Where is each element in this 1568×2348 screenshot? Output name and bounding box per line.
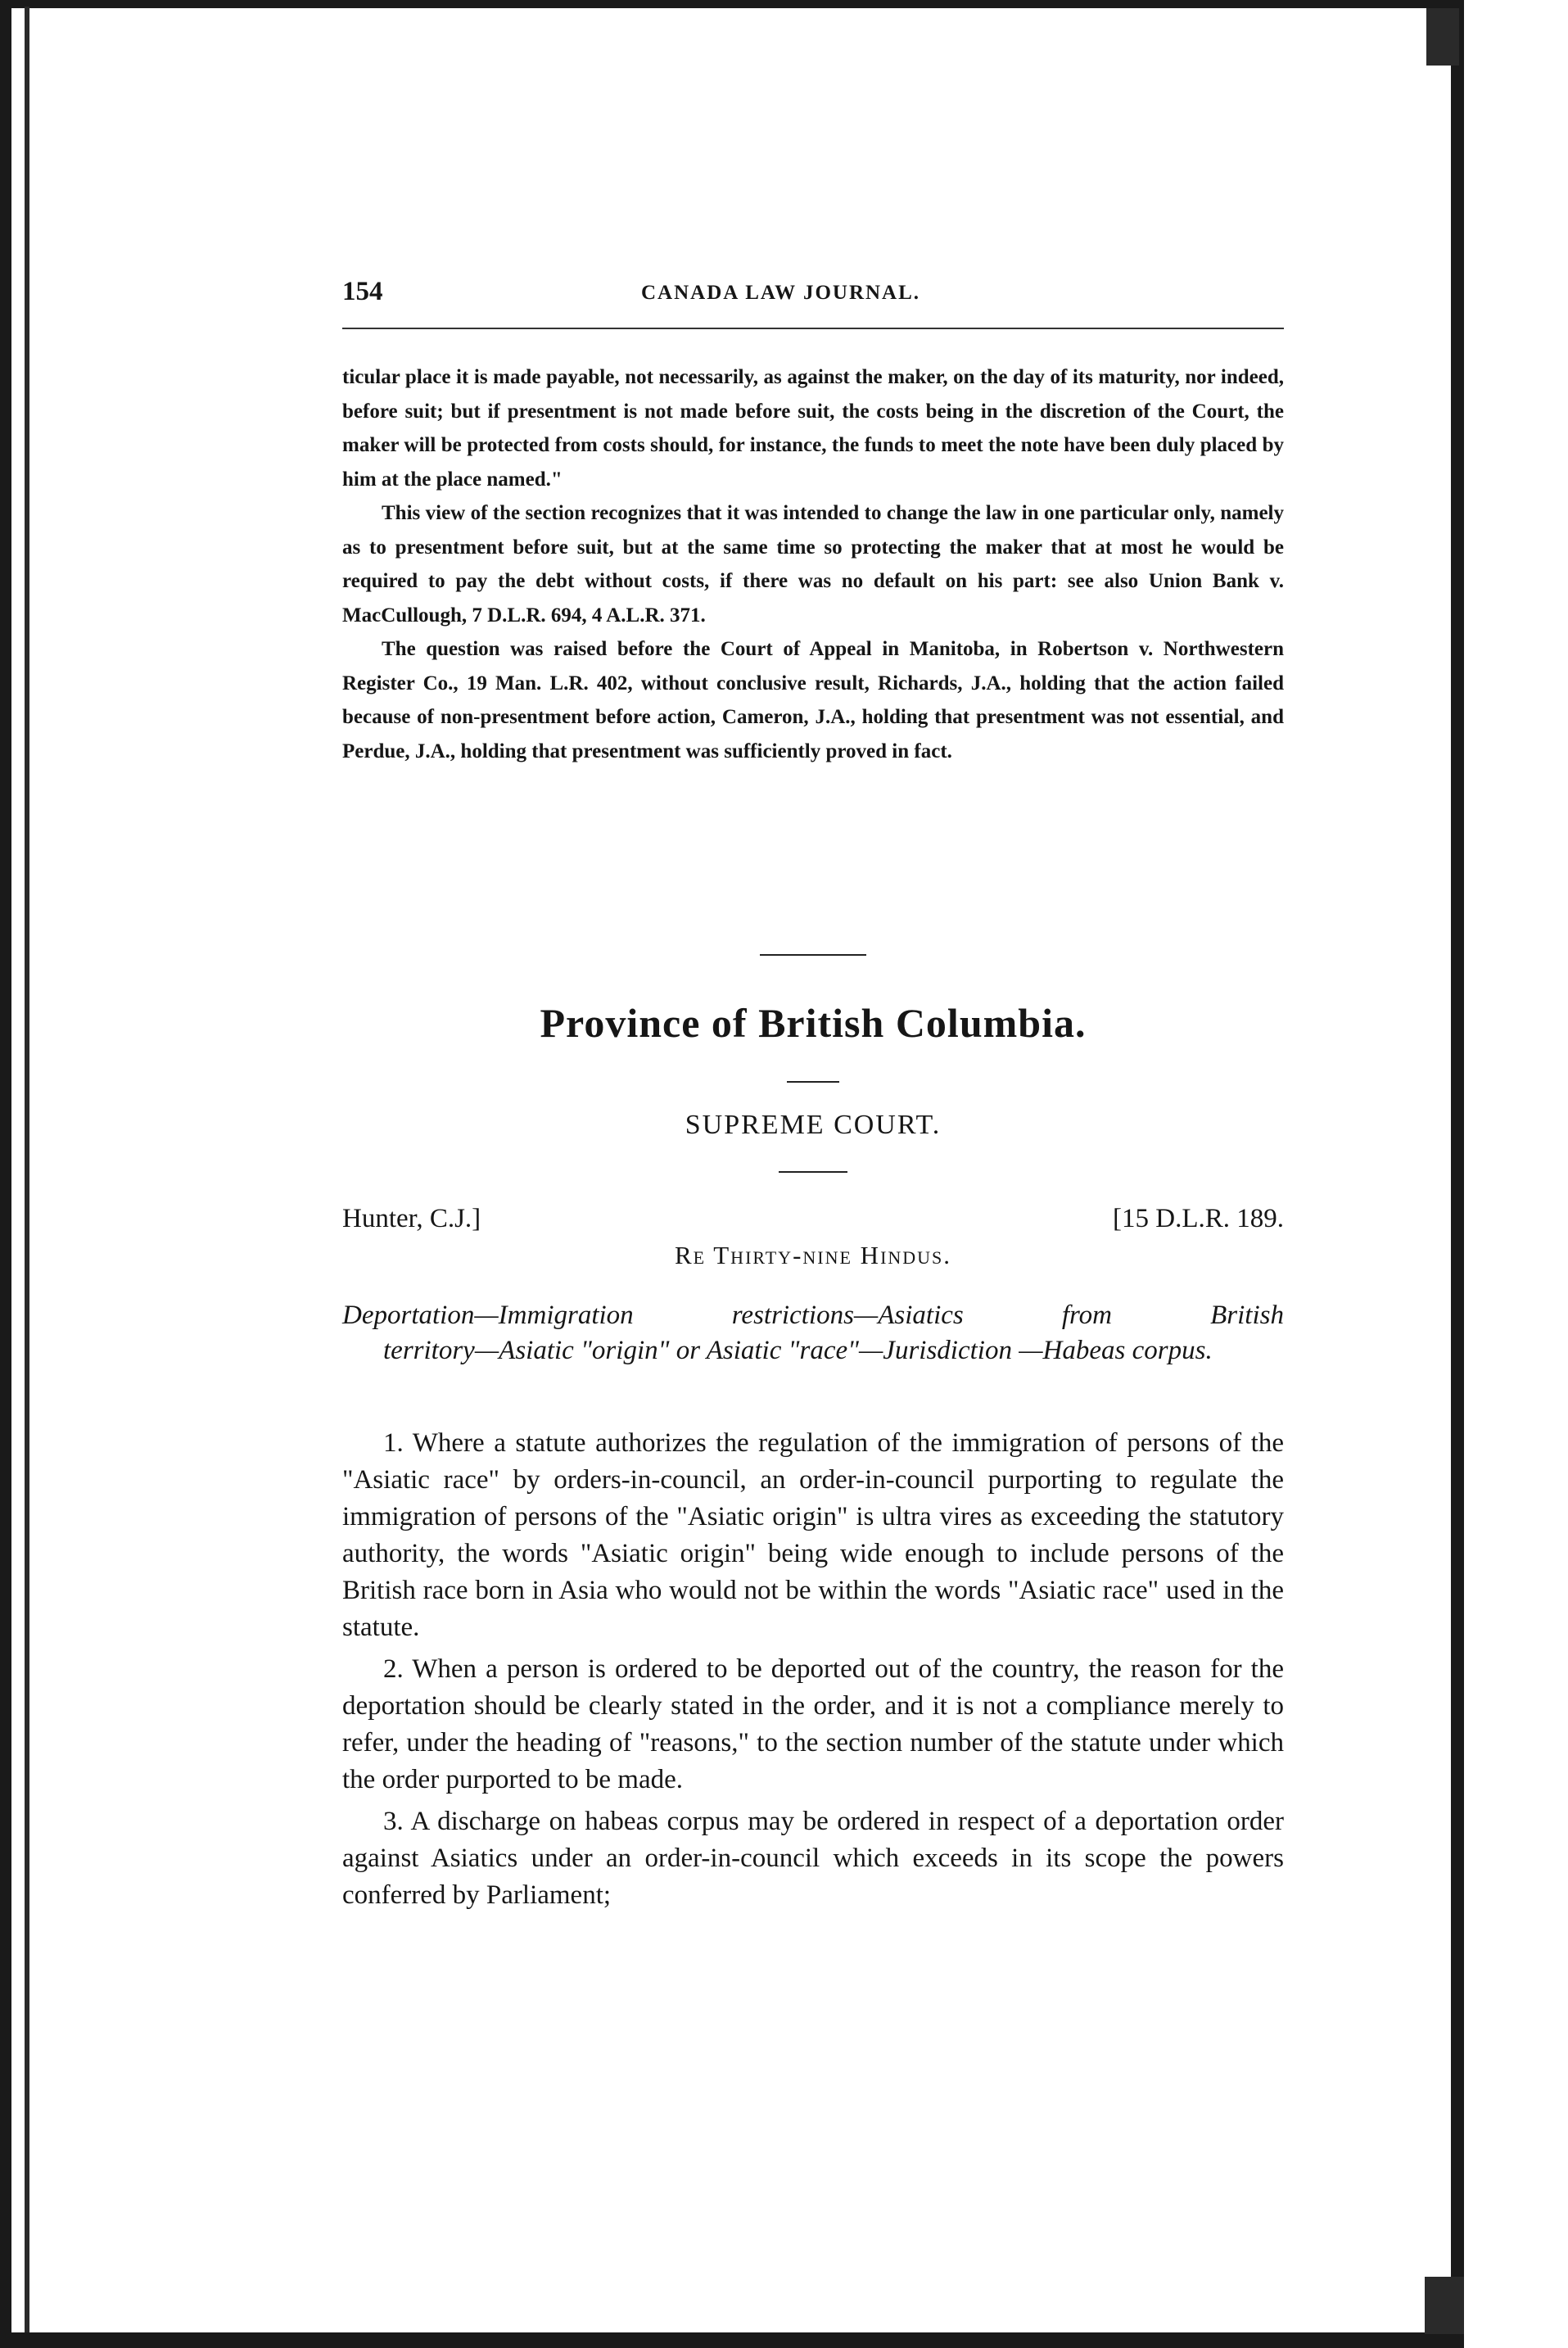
judge: Hunter, C.J.] (342, 1204, 481, 1233)
page-number: 154 (342, 277, 383, 306)
case-name: Re Thirty-nine Hindus. (674, 1241, 952, 1269)
page (342, 270, 1284, 1910)
court-title: SUPREME COURT. (685, 1110, 942, 1140)
continued-paragraph: The question was raised before the Court of Appeal in Manitoba, in Robertson v. Northwestern Register Co., 19 Man. L.R. 402, without conclusive result, Richards, J.A., holding that the action failed because of non-presentment before action, Cameron, J.A., holding that presentment was not essential, and Perdue, J.A., holding that presentment was sufficiently proved in fact. (342, 638, 1284, 762)
continued-paragraph: ticular place it is made payable, not necessarily, as against the maker, on the day of its maturity, nor indeed, before suit; but if presentment is not made before suit, the costs being in the discretion of the Court, the maker will be protected from costs should, for instance, the funds to meet the note have been duly placed by him at the place named." (342, 366, 1284, 491)
section-divider-short (787, 1081, 839, 1083)
headnote: 3. A discharge on habeas corpus may be ordered in respect of a deportation order against Asiatics under an order-in-council which exceeds in its scope the powers conferred by Parliament; (342, 1807, 1284, 1910)
continued-paragraph: This view of the section recognizes that it was intended to change the law in one particular only, namely as to presentment before suit, but at the same time so protecting the maker that at most he would be required to pay the debt without costs, if there was no default on his part: see also Union Bank v. MacCullough, 7 D.L.R. 694, 4 A.L.R. 371. (342, 502, 1284, 627)
catchwords-line: territory—Asiatic "origin" or Asiatic "race"—Jurisdiction —Habeas corpus. (383, 1336, 1213, 1365)
section-divider (779, 1171, 847, 1173)
province-title: Province of British Columbia. (540, 1000, 1087, 1046)
section-divider (760, 954, 866, 956)
page-header (342, 270, 1284, 319)
header-rule (342, 328, 1284, 329)
report-citation: [15 D.L.R. 189. (1113, 1204, 1284, 1233)
headnotes (342, 1425, 1284, 1919)
catchwords (342, 1298, 1284, 1369)
continued-text (342, 360, 1284, 768)
catchwords-line: Deportation—Immigration restrictions—Asiatics from British (342, 1301, 1284, 1330)
running-head: CANADA LAW JOURNAL. (641, 282, 921, 304)
headnote: 2. When a person is ordered to be deported out of the country, the reason for the deportation should be clearly stated in the order, and it is not a compliance merely to refer, under the heading of "reasons," to the section number of the statute under which the order purported to be made. (342, 1654, 1284, 1794)
headnote: 1. Where a statute authorizes the regulation of the immigration of persons of the "Asiatic race" by orders-in-council, an order-in-council purporting to regulate the immigration of persons of the "Asiatic origin" is ultra vires as exceeding the statutory authority, the words "Asiatic origin" being wide enough to include persons of the British race born in Asia who would not be within the words "Asiatic race" used in the statute. (342, 1428, 1284, 1642)
